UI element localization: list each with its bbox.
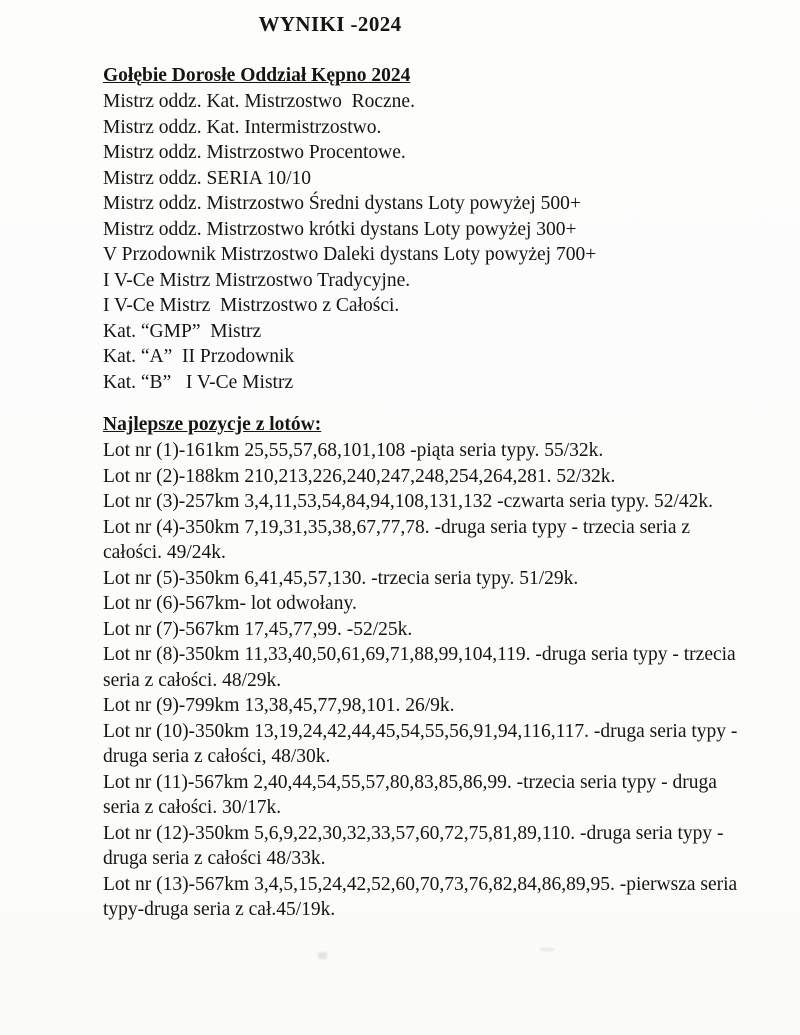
section-heading: Gołębie Dorosłe Oddział Kępno 2024 [103, 65, 411, 86]
text-line: Lot nr (6)-567km- lot odwołany. [103, 593, 357, 614]
text-line: Lot nr (13)-567km 3,4,5,15,24,42,52,60,70,73,76,82,84,86,89,95. -pierwsza seria typy-druga seria z cał.45/19k. [103, 873, 743, 920]
section [103, 63, 743, 395]
text-line: V Przodownik Mistrzostwo Daleki dystans Loty powyżej 700+ [103, 244, 597, 265]
text-line: Kat. “A” II Przodownik [103, 346, 295, 367]
text-line: Lot nr (12)-350km 5,6,9,22,30,32,33,57,60,72,75,81,89,110. -druga seria typy - druga seria z całości 48/33k. [103, 822, 729, 869]
document-title: WYNIKI -2024 [258, 12, 402, 36]
text-line: Lot nr (11)-567km 2,40,44,54,55,57,80,83,85,86,99. -trzecia seria typy - druga seria z całości. 30/17k. [103, 771, 722, 818]
text-line: Lot nr (4)-350km 7,19,31,35,38,67,77,78. -druga seria typy - trzecia seria z całości. 49/24k. [103, 516, 695, 563]
text-line: Kat. “GMP” Mistrz [103, 320, 262, 342]
text-line: Kat. “B” I V-Ce Mistrz [103, 371, 294, 393]
text-line: Mistrz oddz. Kat. Intermistrzostwo. [103, 116, 382, 138]
scan-artifact [318, 952, 327, 959]
text-line: Lot nr (3)-257km 3,4,11,53,54,84,94,108,131,132 -czwarta seria typy. 52/42k. [103, 491, 713, 512]
scan-artifact [540, 948, 554, 951]
text-line: Lot nr (8)-350km 11,33,40,50,61,69,71,88,99,104,119. -druga seria typy - trzecia seria z całości. 48/29k. [103, 644, 741, 691]
section [103, 412, 743, 923]
text-line: Mistrz oddz. Mistrzostwo Średni dystans Loty powyżej 500+ [103, 193, 581, 214]
text-line: Lot nr (10)-350km 13,19,24,42,44,45,54,55,56,91,94,116,117. -druga seria typy - druga seria z całości, 48/30k. [103, 720, 743, 767]
text-line: Lot nr (1)-161km 25,55,57,68,101,108 -piąta seria typy. 55/32k. [103, 440, 604, 461]
text-line: Lot nr (5)-350km 6,41,45,57,130. -trzecia seria typy. 51/29k. [103, 567, 579, 589]
text-line: Mistrz oddz. SERIA 10/10 [103, 167, 311, 189]
text-line: Lot nr (7)-567km 17,45,77,99. -52/25k. [103, 618, 413, 640]
section-heading: Najlepsze pozycje z lotów: [103, 414, 322, 435]
text-line: Lot nr (9)-799km 13,38,45,77,98,101. 26/9k. [103, 695, 455, 716]
document-content [0, 63, 800, 923]
text-line: Mistrz oddz. Mistrzostwo Procentowe. [103, 142, 406, 163]
text-line: Mistrz oddz. Kat. Mistrzostwo Roczne. [103, 91, 415, 112]
text-line: I V-Ce Mistrz Mistrzostwo Tradycyjne. [103, 269, 411, 291]
text-line: I V-Ce Mistrz Mistrzostwo z Całości. [103, 295, 400, 316]
text-line: Mistrz oddz. Mistrzostwo krótki dystans Loty powyżej 300+ [103, 218, 577, 240]
text-line: Lot nr (2)-188km 210,213,226,240,247,248,254,264,281. 52/32k. [103, 465, 616, 487]
